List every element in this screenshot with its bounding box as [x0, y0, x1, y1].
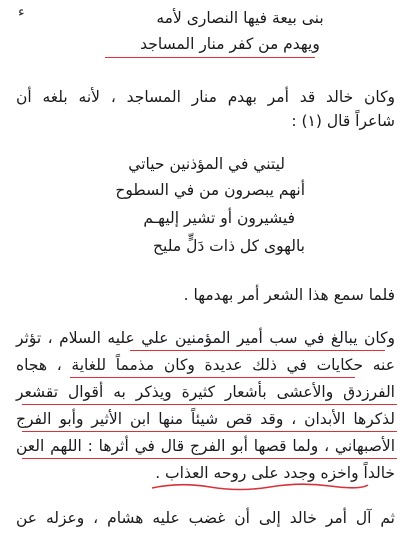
- para3-line-4: لذكرها الأبدان ، وقد قص شيئاً منها ابن الأثير وأبو الفرج: [16, 410, 395, 428]
- red-underline-1: [130, 350, 385, 351]
- para1-line-2: شاعراً قال (١) :: [291, 112, 395, 130]
- red-underline-4: [22, 431, 397, 432]
- poem2-line-3: فيشيرون أو تشير إليهـم: [143, 209, 295, 227]
- red-underline-5: [22, 458, 397, 459]
- para2-line-1: فلما سمع هذا الشعر أمر بهدمها .: [183, 286, 395, 304]
- para1-line-1: وكان خالد قد أمر بهدم منار المساجد ، لأنه بلغه أن: [16, 88, 395, 106]
- poem2-line-4: بالهوى كل ذات دَلٍّ مليح: [153, 237, 305, 255]
- red-underline-poem: [105, 57, 315, 58]
- poem2-line-1: ليتني في المؤذنين حياتي: [128, 155, 285, 173]
- para3-line-2: عنه حكايات في ذلك عديدة وكان مذمماً للغاية ، هجاه: [16, 356, 395, 374]
- para4-line-1: ثم آل أمر خالد إلى أن غضب عليه هشام ، وعزله عن: [16, 509, 395, 527]
- red-underline-2: [70, 377, 355, 378]
- red-underline-3: [22, 404, 397, 405]
- red-wavy-underline: [150, 480, 370, 494]
- corner-mark: ء: [18, 4, 25, 20]
- para3-line-1: وكان يبالغ في سب أمير المؤمنين علي عليه السلام ، تؤثر: [16, 329, 395, 347]
- poem2-line-2: أنهم يبصرون من في السطوح: [115, 181, 305, 199]
- para3-line-6: خالداً واخزه وجدد على روحه العذاب .: [155, 464, 395, 482]
- para3-line-3: الفرزدق والأعشى بأشعار كثيرة ويذكر به أقوال تقشعر: [16, 383, 395, 401]
- para3-line-5: الأصبهاني ، ولما قصها أبو الفرج قال في أثرها : اللهم العن: [16, 437, 395, 455]
- poem1-line-1: بنى بيعة فيها النصارى لأمه: [156, 9, 324, 27]
- poem1-line-2: ويهدم من كفر منار المساجد: [140, 35, 320, 53]
